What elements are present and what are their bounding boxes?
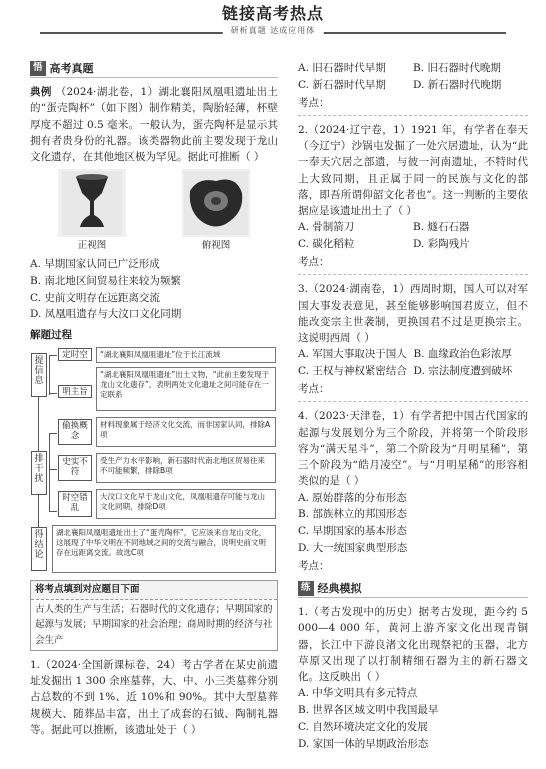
- page-subtitle: 研析真题 达成应用体: [223, 25, 324, 37]
- solution-diagram: [30, 347, 278, 574]
- note-body: 古人类的生产与生活；石器时代的文化遗存；早期国家的起源与发展；早期国家的社会治理；商周时期的经济与社会生产: [35, 604, 273, 646]
- separator: [298, 274, 528, 275]
- question-2-text: 2.（2024·辽宁卷，1）1921 年，有学者在奉天（今辽宁）沙锅屯发掘了一处穴居遗址，认为“此一奉天穴居之部遗，与彼一河南遗址，不特时代上大致同期，且正属于同一的民族与文化的部落，即吾所谓仰韶文化者也”。这一判断的主要依据应是该遗址出土了（ ）: [298, 123, 528, 218]
- question-3-text: 3.（2024·湖南卷，1）西周时期，国人可以对军国大事发表意见，甚至能够影响国君废立，但不能改变宗主世袭制，更换国君不过是更换宗主。这说明西周（ ）: [298, 283, 528, 345]
- note-box: [30, 580, 278, 651]
- connector-5: [49, 511, 57, 512]
- q2-option-b[interactable]: B. 燧石石器: [413, 221, 470, 234]
- q3-option-a-text: A. 军国大事取决于国人: [298, 348, 407, 361]
- content-shishi: 受生产力水平影响，新石器时代南北地区贸易往来不可能频繁，排除B项: [96, 453, 276, 483]
- cup-top-icon: [184, 171, 248, 235]
- q1-option-b[interactable]: B. 旧石器时代晚期: [413, 62, 501, 74]
- content-touhuan: 材料现象属于经济文化交流，而非国家认同，排除A项: [96, 417, 276, 447]
- figure-top-caption: 俯视图: [201, 240, 231, 252]
- m1-option-c[interactable]: C. 自然环境决定文化的发展: [298, 720, 428, 733]
- right-column: [298, 60, 528, 753]
- stage-paiganrao: 排干扰: [31, 451, 47, 495]
- q1-option-d[interactable]: D. 新石器时代晚期: [413, 78, 502, 91]
- connector-1: [49, 355, 57, 356]
- q4-option-b[interactable]: B. 部族林立的邦国形态: [298, 508, 407, 521]
- question-4: [298, 408, 528, 574]
- figure-row: [30, 169, 278, 254]
- stage-tixinxi: 提信息: [31, 353, 47, 397]
- note-heading: 将考点填到对应题目下面: [31, 581, 277, 601]
- cup-top-image: [182, 169, 250, 237]
- option-d[interactable]: D. 凤凰咀遗存与大汶口文化同期: [30, 308, 182, 321]
- q2-option-a[interactable]: A. 骨制箭刀: [298, 221, 355, 234]
- connector-tixinxi: [49, 355, 50, 395]
- question-2: [298, 122, 528, 270]
- section-header-mock: [298, 580, 528, 598]
- content-dejielun: 湖北襄阳凤凰咀遗址出土了“蛋壳陶杯”，它应该来自龙山文化，这展现了中华文明在不同地域之间的交流与融合，说明史前文明存在远距离交流。故选C项: [52, 525, 276, 573]
- q2-option-d[interactable]: D. 彩陶残片: [413, 238, 470, 251]
- q2-option-c[interactable]: C. 碳化稻粒: [298, 238, 355, 251]
- content-shikong: 大汶口文化早于龙山文化，凤凰咀遗存可能与龙山文化同期，排除D项: [96, 489, 276, 519]
- cup-front-image: [58, 169, 126, 237]
- m1-option-b[interactable]: B. 世界各区域文明中我国最早: [298, 704, 439, 717]
- q3-option-d-text: D. 宗法制度遭到破坏: [413, 365, 513, 378]
- key-shikong: 时空错乱: [58, 491, 92, 517]
- question-1-text: 1.（2024·全国新课标卷，24）考古学者在某史前遗址发掘出 1 300 余座墓葬，大、中、小三类墓葬分别占总数的不到 1%、近 10%和 90%。其中大型墓葬规模大、随葬品丰富，出土了成套的石钺、陶制礼器等。据此可以推断，该遗址处于（ ）: [30, 658, 278, 736]
- q4-option-c[interactable]: C. 早期国家的基本形态: [298, 525, 407, 538]
- q3-option-c-text: C. 王权与神权紧密结合: [298, 365, 407, 378]
- mock-question-1-text: 1.（考古发现中的历史）据考古发现，距今约 5 000—4 000 年，黄河上游齐家文化出现青铜器，长江中下游良渚文化出现祭祀的玉器，北方草原又出现了以打制精细石器为主的新石器文化。这反映出（ ）: [298, 606, 528, 684]
- connector-4: [49, 469, 57, 470]
- question-4-text: 4.（2023·天津卷，1）有学者把中国古代国家的起源与发展划分为三个阶段，并将第一个阶段形容为“满天星斗”，第二个阶段为“月明星稀”，第三个阶段为“皓月凌空”。与“月明星稀”的形容相类似的是（ ）: [298, 410, 528, 488]
- mock-question-1-options: [298, 685, 528, 752]
- section-header-real-exam: [30, 60, 278, 78]
- key-shishi: 史实不符: [58, 455, 92, 481]
- connector-2: [49, 393, 57, 394]
- page-header: [0, 2, 546, 35]
- example-options: [30, 256, 278, 323]
- separator: [298, 115, 528, 116]
- example-text: （2024·湖北卷，1）湖北襄阳凤凰咀遗址出土的“蛋壳陶杯”（如下图）制作精美，陶胎轻薄，杯壁厚度不超过 0.5 毫米。一般认为，蛋壳陶杯是显示其拥有者贵身份的礼器。该类器物此前主要发现于龙山文化遗存，在其他地区极为罕见。据此可推断（ ）: [30, 86, 279, 164]
- example-question: [30, 84, 278, 165]
- option-b[interactable]: B. 南北地区间贸易往来较为频繁: [30, 274, 181, 287]
- option-a[interactable]: A. 早期国家认同已广泛形成: [30, 258, 160, 271]
- section-title: 高考真题: [49, 61, 94, 75]
- q1-option-c[interactable]: C. 新石器时代早期: [298, 78, 386, 91]
- connector-paiganrao: [49, 433, 50, 511]
- section-tag: 练: [298, 581, 314, 596]
- question-1-options: [298, 60, 528, 94]
- cup-front-icon: [62, 171, 122, 235]
- figure-front-caption: 正视图: [77, 240, 107, 252]
- section-tag: 悟: [30, 61, 46, 76]
- question-3: [298, 281, 528, 397]
- m1-option-d[interactable]: D. 家国一体的早期政治形态: [298, 737, 429, 750]
- left-column: [30, 60, 278, 738]
- section-title: 经典模拟: [317, 582, 362, 595]
- process-title: 解题过程: [30, 329, 72, 342]
- mock-question-1: [298, 604, 528, 753]
- q1-kaodian[interactable]: 考点：: [298, 96, 330, 109]
- q4-kaodian[interactable]: 考点：: [298, 559, 330, 572]
- m1-option-a[interactable]: A. 中华文明具有多元特点: [298, 687, 418, 700]
- content-dingshikong: “湖北襄阳凤凰咀遗址”位于长江流域: [96, 347, 276, 363]
- connector-3: [49, 433, 57, 434]
- option-c[interactable]: C. 史前文明存在远距离交流: [30, 291, 160, 304]
- figure-top: [180, 169, 252, 254]
- question-2-options: [298, 219, 528, 253]
- q2-kaodian[interactable]: 考点：: [298, 256, 330, 269]
- separator: [298, 401, 528, 402]
- q3-option-a[interactable]: [298, 346, 528, 363]
- q4-option-d[interactable]: D. 大一统国家典型形态: [298, 541, 408, 554]
- q3-kaodian[interactable]: 考点：: [298, 382, 330, 395]
- key-dingshikong: 定时空: [58, 348, 92, 361]
- content-mingzhuzhi: “湖北襄阳凤凰咀遗址”出土文物，“此前主要发现于龙山文化遗存”，表明两处文化遗址之间可能存在一定联系: [96, 367, 276, 411]
- stage-dejielun: 得结论: [31, 527, 47, 571]
- key-mingzhuzhi: 明主旨: [58, 385, 92, 398]
- question-4-options: [298, 490, 528, 557]
- question-3-options: [298, 346, 528, 380]
- q3-option-b-text: B. 血缘政治色彩浓厚: [413, 348, 512, 361]
- q1-option-a[interactable]: A. 旧石器时代早期: [298, 62, 386, 74]
- question-1: [30, 657, 278, 738]
- q4-option-a[interactable]: A. 原始群落的分布形态: [298, 491, 407, 504]
- page-title: 链接高考热点: [221, 4, 324, 23]
- key-touhuan: 偷换概念: [58, 419, 92, 445]
- q3-option-c[interactable]: [298, 363, 528, 380]
- header-rule: [40, 28, 506, 38]
- example-label: 典例: [30, 86, 52, 98]
- figure-front: [56, 169, 128, 254]
